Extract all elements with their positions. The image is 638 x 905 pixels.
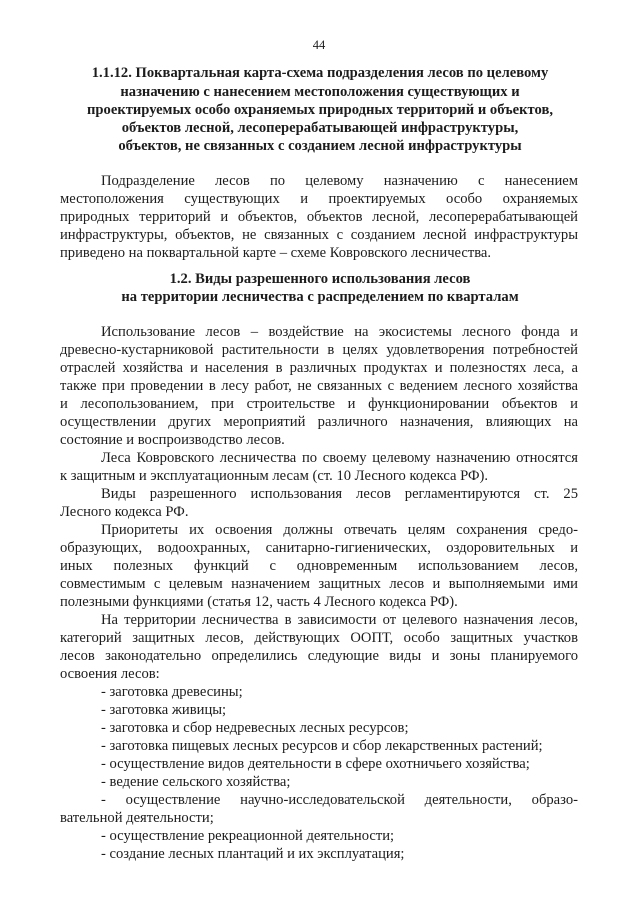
paragraph-line: На территории лесничества в зависимости от целевого назначения лесов, — [101, 612, 578, 628]
paragraph-line: Использование лесов – воздействие на экосистемы лесного фонда и — [101, 324, 578, 340]
list-item: - заготовка древесины; — [101, 684, 243, 700]
section-heading-line: проектируемых особо охраняемых природных территорий и объектов, — [87, 102, 553, 118]
section-heading-line: объектов лесной, лесоперерабатывающей инфраструктуры, — [121, 120, 519, 136]
paragraph-line: полезными функциями (статья 12, часть 4 Лесного кодекса РФ). — [60, 594, 458, 610]
paragraph-line: освоения лесов: — [60, 666, 160, 682]
paragraph-line: природных территорий и объектов, объектов лесной, лесоперерабатывающей — [60, 209, 578, 225]
paragraph-line: древесно-кустарниковой растительности в целях удовлетворения потребностей — [60, 342, 578, 358]
list-item: - заготовка живицы; — [101, 702, 227, 718]
list-item-continuation: вательной деятельности; — [60, 810, 214, 826]
paragraph-line: также при проведении в лесу работ, не связанных с ведением лесного хозяйства — [60, 378, 578, 394]
paragraph-line: инфраструктуры, объектов, не связанных с созданием лесной инфраструктуры — [60, 227, 578, 243]
paragraph-line: осуществлении других мероприятий различного назначения, влияющих на — [60, 414, 578, 430]
paragraph-line: Виды разрешенного использования лесов регламентируются ст. 25 — [101, 486, 578, 502]
paragraph-line: местоположения существующих и проектируемых особо охраняемых — [60, 191, 578, 207]
list-item: - осуществление научно-исследовательской деятельности, образо- — [101, 792, 578, 808]
paragraph-line: Лесного кодекса РФ. — [60, 504, 189, 520]
section-heading-line: на территории лесничества с распределением по кварталам — [121, 289, 519, 305]
page-number: 44 — [312, 38, 326, 52]
list-item: - заготовка пищевых лесных ресурсов и сбор лекарственных растений; — [101, 738, 543, 754]
paragraph-line: отраслей хозяйства и населения в различных продуктах и полезностях леса, а — [60, 360, 578, 376]
paragraph-line: состояние и воспроизводство лесов. — [60, 432, 285, 448]
list-item: - осуществление видов деятельности в сфере охотничьего хозяйства; — [101, 756, 530, 772]
paragraph-line: иных полезных функций с одновременным использованием лесов, — [60, 558, 578, 574]
paragraph-line: Приоритеты их освоения должны отвечать целям сохранения средо- — [101, 522, 578, 538]
section-heading-line: 1.1.12. Поквартальная карта-схема подразделения лесов по целевому — [91, 65, 549, 81]
paragraph-line: совместимым с целевым назначением защитных лесов и выполняемыми ими — [60, 576, 578, 592]
paragraph-line: приведено на поквартальной карте – схеме Ковровского лесничества. — [60, 245, 492, 261]
paragraph-line: образующих, водоохранных, санитарно-гигиенических, оздоровительных и — [60, 540, 578, 556]
list-item: - заготовка и сбор недревесных лесных ресурсов; — [101, 720, 409, 736]
list-item: - создание лесных плантаций и их эксплуатация; — [101, 846, 405, 862]
paragraph-line: категорий защитных лесов, действующих ООПТ, особо защитных участков — [60, 630, 578, 646]
paragraph-line: к защитным и эксплуатационным лесам (ст. 10 Лесного кодекса РФ). — [60, 468, 489, 484]
list-item: - осуществление рекреационной деятельности; — [101, 828, 395, 844]
paragraph-line: Подразделение лесов по целевому назначению с нанесением — [101, 173, 578, 189]
section-heading-line: 1.2. Виды разрешенного использования лесов — [169, 271, 471, 287]
section-heading-line: назначению с нанесением местоположения существующих и — [120, 84, 520, 100]
list-item: - ведение сельского хозяйства; — [101, 774, 291, 790]
paragraph-line: лесов законодательно определились следующие виды и зоны планируемого — [60, 648, 578, 664]
section-heading-line: объектов, не связанных с созданием лесной инфраструктуры — [118, 138, 522, 154]
paragraph-line: Леса Ковровского лесничества по своему целевому назначению относятся — [101, 450, 578, 466]
paragraph-line: и лесопользованием, при строительстве и функционировании объектов и — [60, 396, 578, 412]
